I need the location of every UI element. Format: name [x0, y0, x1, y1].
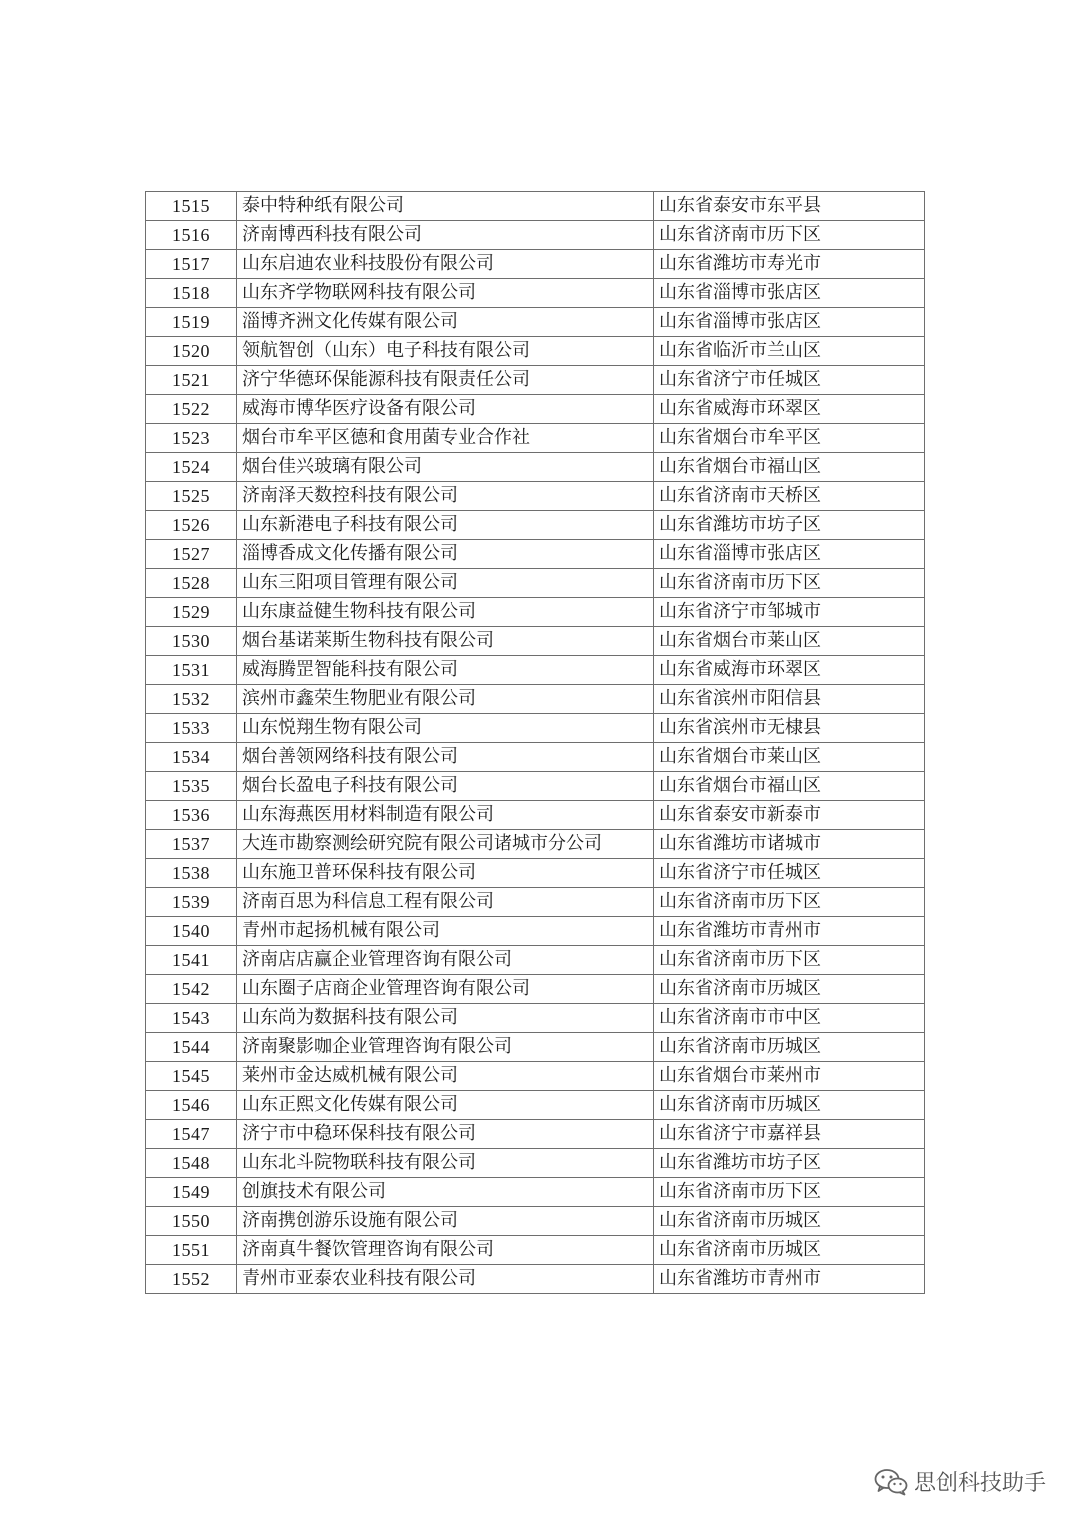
row-number-cell: 1534 — [146, 743, 237, 772]
row-number-cell: 1520 — [146, 337, 237, 366]
row-number-cell: 1531 — [146, 656, 237, 685]
row-number-cell: 1517 — [146, 250, 237, 279]
location-cell: 山东省潍坊市青州市 — [654, 1265, 925, 1294]
row-number-cell: 1542 — [146, 975, 237, 1004]
company-name-cell: 烟台市牟平区德和食用菌专业合作社 — [237, 424, 654, 453]
company-name-cell: 济南博西科技有限公司 — [237, 221, 654, 250]
row-number-cell: 1552 — [146, 1265, 237, 1294]
row-number-cell: 1540 — [146, 917, 237, 946]
location-cell: 山东省泰安市新泰市 — [654, 801, 925, 830]
location-cell: 山东省济宁市嘉祥县 — [654, 1120, 925, 1149]
row-number-cell: 1533 — [146, 714, 237, 743]
location-cell: 山东省济宁市任城区 — [654, 859, 925, 888]
location-cell: 山东省潍坊市诸城市 — [654, 830, 925, 859]
company-name-cell: 烟台佳兴玻璃有限公司 — [237, 453, 654, 482]
table-row — [146, 772, 925, 801]
table-row — [146, 1062, 925, 1091]
company-name-cell: 山东三阳项目管理有限公司 — [237, 569, 654, 598]
company-name-cell: 威海腾罡智能科技有限公司 — [237, 656, 654, 685]
row-number-cell: 1549 — [146, 1178, 237, 1207]
table-row — [146, 917, 925, 946]
location-cell: 山东省潍坊市坊子区 — [654, 1149, 925, 1178]
row-number-cell: 1536 — [146, 801, 237, 830]
table-row — [146, 250, 925, 279]
table-row — [146, 627, 925, 656]
company-name-cell: 青州市起扬机械有限公司 — [237, 917, 654, 946]
table-row — [146, 1236, 925, 1265]
table-row — [146, 714, 925, 743]
location-cell: 山东省烟台市莱山区 — [654, 627, 925, 656]
row-number-cell: 1528 — [146, 569, 237, 598]
location-cell: 山东省淄博市张店区 — [654, 279, 925, 308]
company-name-cell: 山东正熙文化传媒有限公司 — [237, 1091, 654, 1120]
table-row — [146, 395, 925, 424]
table-row — [146, 540, 925, 569]
table-row — [146, 598, 925, 627]
row-number-cell: 1548 — [146, 1149, 237, 1178]
table-row — [146, 1120, 925, 1149]
table-row — [146, 482, 925, 511]
row-number-cell: 1522 — [146, 395, 237, 424]
row-number-cell: 1550 — [146, 1207, 237, 1236]
company-name-cell: 烟台基诺莱斯生物科技有限公司 — [237, 627, 654, 656]
row-number-cell: 1545 — [146, 1062, 237, 1091]
company-name-cell: 山东圈子店商企业管理咨询有限公司 — [237, 975, 654, 1004]
watermark — [874, 1466, 1046, 1497]
row-number-cell: 1525 — [146, 482, 237, 511]
row-number-cell: 1551 — [146, 1236, 237, 1265]
table-row — [146, 221, 925, 250]
table-row — [146, 1265, 925, 1294]
table-row — [146, 337, 925, 366]
location-cell: 山东省济南市历下区 — [654, 1178, 925, 1207]
table-row — [146, 1004, 925, 1033]
company-name-cell: 山东齐学物联网科技有限公司 — [237, 279, 654, 308]
table-row — [146, 685, 925, 714]
location-cell: 山东省临沂市兰山区 — [654, 337, 925, 366]
company-name-cell: 山东施卫普环保科技有限公司 — [237, 859, 654, 888]
company-name-cell: 莱州市金达威机械有限公司 — [237, 1062, 654, 1091]
row-number-cell: 1535 — [146, 772, 237, 801]
location-cell: 山东省淄博市张店区 — [654, 540, 925, 569]
table-row — [146, 1207, 925, 1236]
location-cell: 山东省滨州市阳信县 — [654, 685, 925, 714]
row-number-cell: 1518 — [146, 279, 237, 308]
location-cell: 山东省济南市历下区 — [654, 946, 925, 975]
location-cell: 山东省威海市环翠区 — [654, 395, 925, 424]
row-number-cell: 1546 — [146, 1091, 237, 1120]
company-name-cell: 青州市亚泰农业科技有限公司 — [237, 1265, 654, 1294]
location-cell: 山东省潍坊市寿光市 — [654, 250, 925, 279]
location-cell: 山东省滨州市无棣县 — [654, 714, 925, 743]
row-number-cell: 1524 — [146, 453, 237, 482]
company-name-cell: 济南真牛餐饮管理咨询有限公司 — [237, 1236, 654, 1265]
table-row — [146, 192, 925, 221]
row-number-cell: 1547 — [146, 1120, 237, 1149]
location-cell: 山东省烟台市莱州市 — [654, 1062, 925, 1091]
company-name-cell: 济南百思为科信息工程有限公司 — [237, 888, 654, 917]
location-cell: 山东省济南市历下区 — [654, 888, 925, 917]
company-name-cell: 山东尚为数据科技有限公司 — [237, 1004, 654, 1033]
company-name-cell: 烟台长盈电子科技有限公司 — [237, 772, 654, 801]
table-row — [146, 511, 925, 540]
table-row — [146, 1091, 925, 1120]
company-name-cell: 大连市勘察测绘研究院有限公司诸城市分公司 — [237, 830, 654, 859]
location-cell: 山东省济宁市邹城市 — [654, 598, 925, 627]
location-cell: 山东省泰安市东平县 — [654, 192, 925, 221]
company-name-cell: 济南聚影咖企业管理咨询有限公司 — [237, 1033, 654, 1062]
row-number-cell: 1530 — [146, 627, 237, 656]
location-cell: 山东省济南市天桥区 — [654, 482, 925, 511]
company-name-cell: 山东海燕医用材料制造有限公司 — [237, 801, 654, 830]
company-name-cell: 滨州市鑫荣生物肥业有限公司 — [237, 685, 654, 714]
row-number-cell: 1526 — [146, 511, 237, 540]
table-row — [146, 569, 925, 598]
row-number-cell: 1516 — [146, 221, 237, 250]
table-row — [146, 1178, 925, 1207]
table-row — [146, 975, 925, 1004]
row-number-cell: 1529 — [146, 598, 237, 627]
table-row — [146, 743, 925, 772]
company-name-cell: 淄博齐洲文化传媒有限公司 — [237, 308, 654, 337]
location-cell: 山东省济宁市任城区 — [654, 366, 925, 395]
location-cell: 山东省济南市历城区 — [654, 1236, 925, 1265]
company-name-cell: 领航智创（山东）电子科技有限公司 — [237, 337, 654, 366]
location-cell: 山东省潍坊市坊子区 — [654, 511, 925, 540]
row-number-cell: 1532 — [146, 685, 237, 714]
company-table-body — [146, 192, 925, 1294]
location-cell: 山东省济南市历城区 — [654, 1207, 925, 1236]
watermark-text: 思创科技助手 — [913, 1471, 1046, 1496]
company-name-cell: 淄博香成文化传播有限公司 — [237, 540, 654, 569]
table-row — [146, 424, 925, 453]
location-cell: 山东省淄博市张店区 — [654, 308, 925, 337]
location-cell: 山东省烟台市牟平区 — [654, 424, 925, 453]
table-row — [146, 830, 925, 859]
table-row — [146, 801, 925, 830]
row-number-cell: 1521 — [146, 366, 237, 395]
company-name-cell: 济宁华德环保能源科技有限责任公司 — [237, 366, 654, 395]
row-number-cell: 1537 — [146, 830, 237, 859]
company-name-cell: 山东新港电子科技有限公司 — [237, 511, 654, 540]
row-number-cell: 1519 — [146, 308, 237, 337]
company-name-cell: 泰中特种纸有限公司 — [237, 192, 654, 221]
company-name-cell: 创旗技术有限公司 — [237, 1178, 654, 1207]
company-name-cell: 山东北斗院物联科技有限公司 — [237, 1149, 654, 1178]
location-cell: 山东省潍坊市青州市 — [654, 917, 925, 946]
location-cell: 山东省济南市历城区 — [654, 975, 925, 1004]
company-table — [145, 191, 925, 1294]
wechat-icon — [874, 1468, 908, 1496]
table-row — [146, 1033, 925, 1062]
row-number-cell: 1515 — [146, 192, 237, 221]
table-row — [146, 946, 925, 975]
location-cell: 山东省烟台市福山区 — [654, 772, 925, 801]
location-cell: 山东省济南市历下区 — [654, 569, 925, 598]
location-cell: 山东省威海市环翠区 — [654, 656, 925, 685]
table-row — [146, 859, 925, 888]
row-number-cell: 1538 — [146, 859, 237, 888]
location-cell: 山东省济南市市中区 — [654, 1004, 925, 1033]
table-row — [146, 1149, 925, 1178]
location-cell: 山东省济南市历城区 — [654, 1091, 925, 1120]
company-name-cell: 山东悦翔生物有限公司 — [237, 714, 654, 743]
company-name-cell: 济南泽天数控科技有限公司 — [237, 482, 654, 511]
location-cell: 山东省济南市历下区 — [654, 221, 925, 250]
company-name-cell: 威海市博华医疗设备有限公司 — [237, 395, 654, 424]
table-row — [146, 279, 925, 308]
company-name-cell: 烟台善领网络科技有限公司 — [237, 743, 654, 772]
table-row — [146, 366, 925, 395]
table-row — [146, 888, 925, 917]
row-number-cell: 1523 — [146, 424, 237, 453]
table-row — [146, 453, 925, 482]
table-row — [146, 308, 925, 337]
company-name-cell: 山东康益健生物科技有限公司 — [237, 598, 654, 627]
location-cell: 山东省烟台市莱山区 — [654, 743, 925, 772]
company-name-cell: 山东启迪农业科技股份有限公司 — [237, 250, 654, 279]
company-name-cell: 济南携创游乐设施有限公司 — [237, 1207, 654, 1236]
location-cell: 山东省济南市历城区 — [654, 1033, 925, 1062]
company-name-cell: 济南店店赢企业管理咨询有限公司 — [237, 946, 654, 975]
row-number-cell: 1543 — [146, 1004, 237, 1033]
row-number-cell: 1541 — [146, 946, 237, 975]
location-cell: 山东省烟台市福山区 — [654, 453, 925, 482]
table-row — [146, 656, 925, 685]
row-number-cell: 1544 — [146, 1033, 237, 1062]
company-name-cell: 济宁市中稳环保科技有限公司 — [237, 1120, 654, 1149]
row-number-cell: 1527 — [146, 540, 237, 569]
row-number-cell: 1539 — [146, 888, 237, 917]
